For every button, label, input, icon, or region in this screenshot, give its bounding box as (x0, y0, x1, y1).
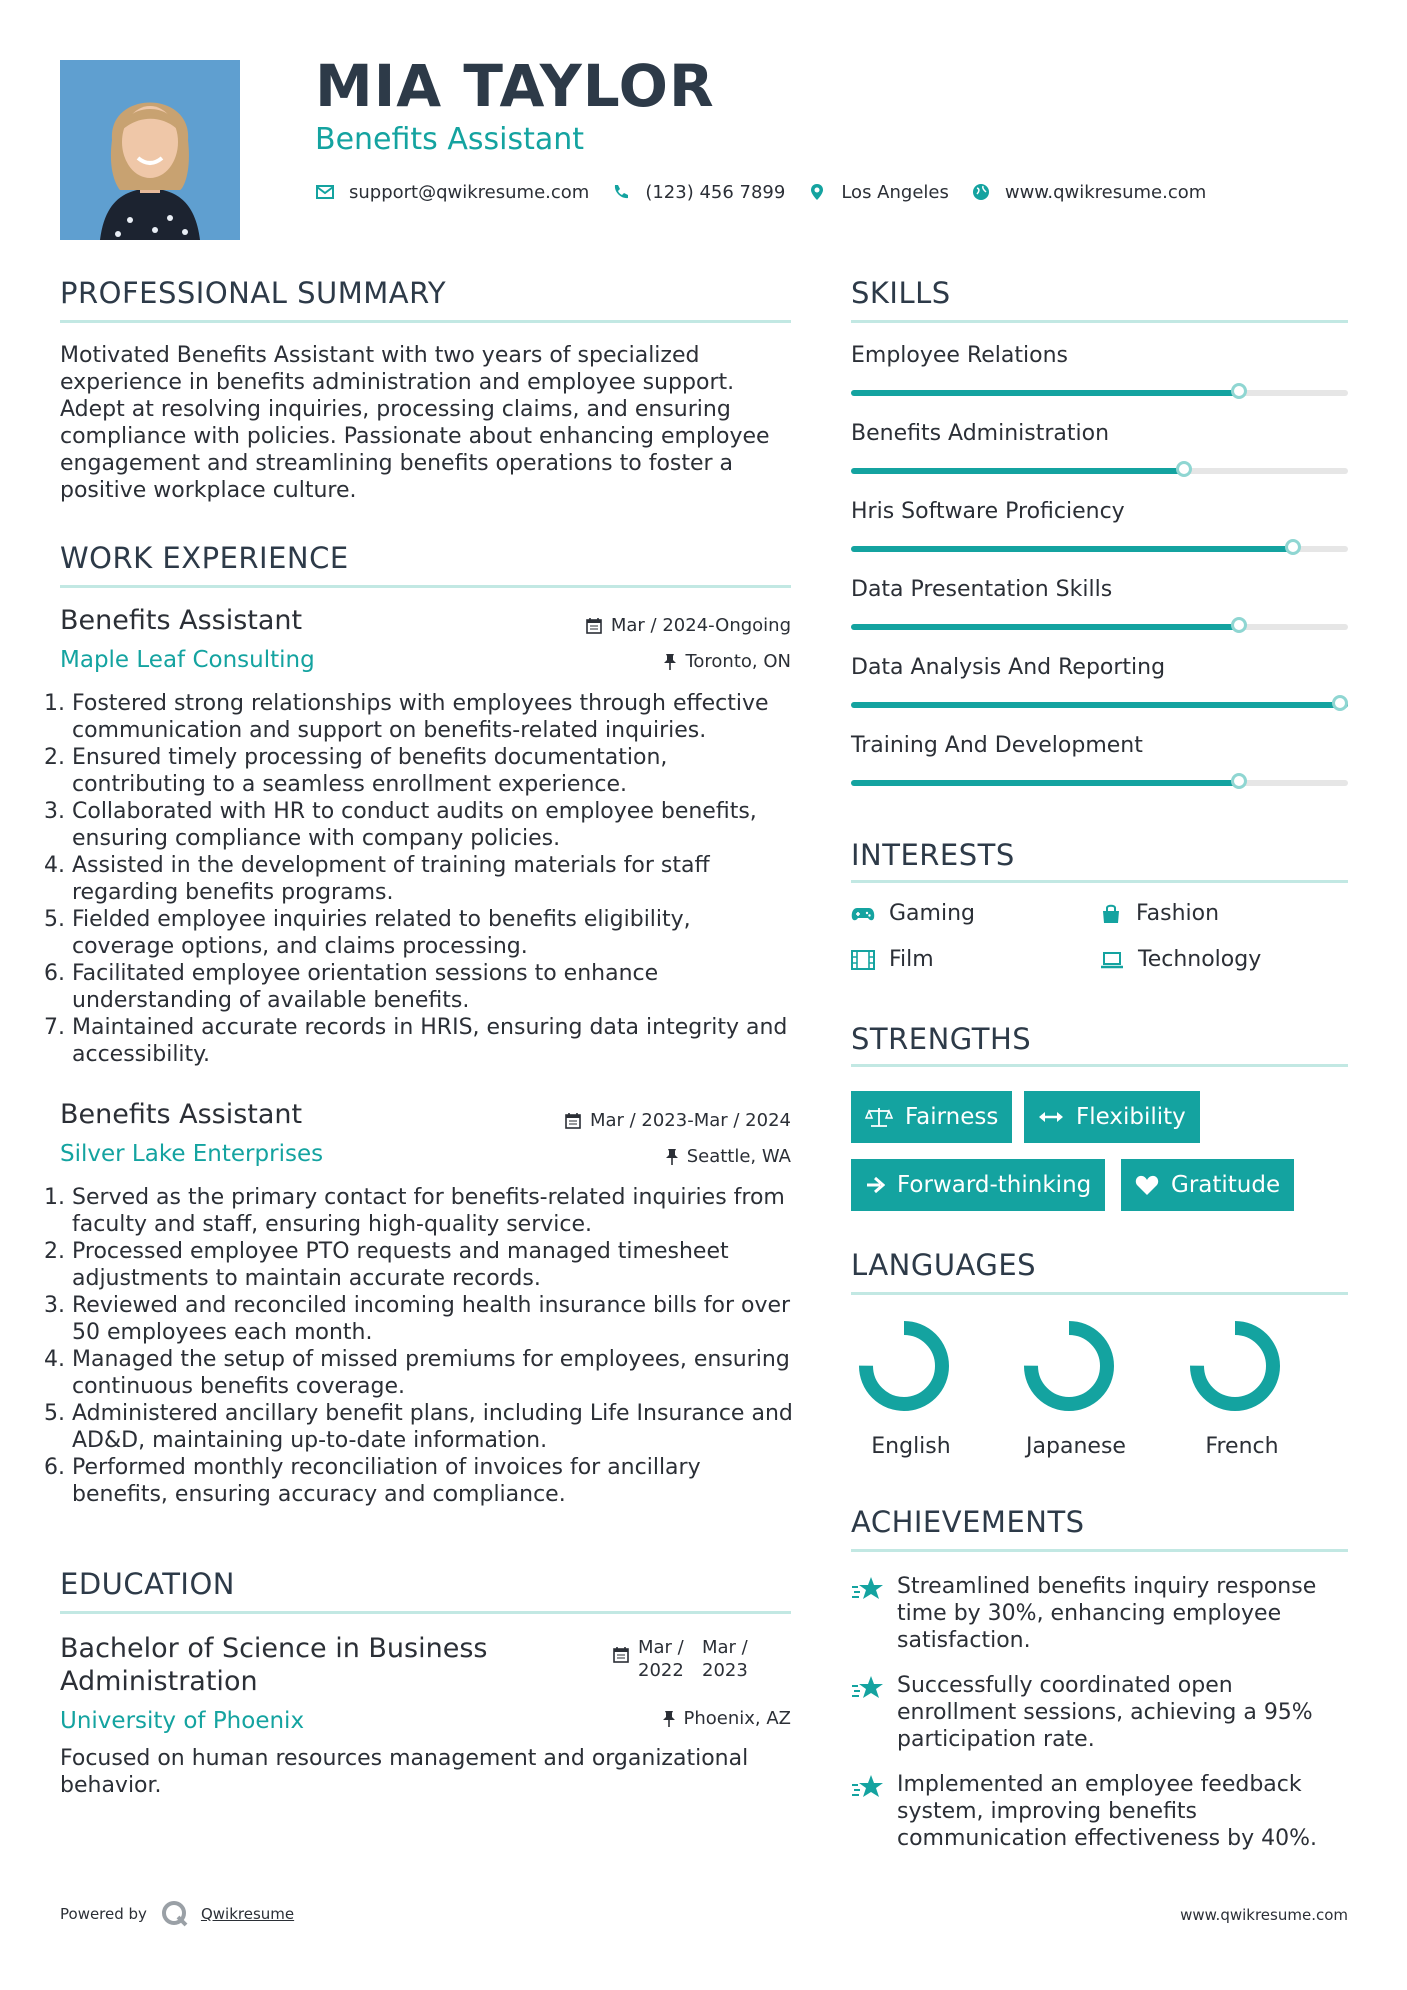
section-title-experience: WORK EXPERIENCE (60, 541, 349, 575)
skill-label: Data Presentation Skills (851, 577, 1113, 602)
interest-label: Technology (1138, 947, 1262, 972)
list-item: 5. Fielded employee inquiries related to benefits eligibility, coverage options, and claims processing. (72, 906, 799, 960)
contact-phone[interactable]: (123) 456 7899 (645, 181, 786, 203)
skill-label: Training And Development (851, 733, 1143, 758)
section-rule (851, 1064, 1348, 1067)
skill-bar (851, 780, 1348, 786)
strength-badge (851, 1091, 1012, 1143)
skill-bar-fill (851, 624, 1239, 630)
interest-label: Gaming (889, 901, 975, 926)
list-item: 2. Processed employee PTO requests and managed timesheet adjustments to maintain accurate records. (72, 1238, 799, 1292)
section-title-skills: SKILLS (851, 276, 951, 310)
job-location (480, 1146, 791, 1167)
star-icon (851, 1575, 885, 1603)
list-item: 7. Maintained accurate records in HRIS, ensuring data integrity and accessibility. (72, 1014, 799, 1068)
gamepad-icon (851, 905, 875, 923)
list-item: 1. Served as the primary contact for benefits-related inquiries from faculty and staff, ensuring high-quality service. (72, 1184, 799, 1238)
skill-bar (851, 468, 1348, 474)
skill-bar-fill (851, 702, 1348, 708)
job-title: Benefits Assistant (60, 605, 303, 636)
list-item: 3. Reviewed and reconciled incoming health insurance bills for over 50 employees each month. (72, 1292, 799, 1346)
section-title-education: EDUCATION (60, 1567, 236, 1601)
skill-bar (851, 390, 1348, 396)
list-item: 2. Ensured timely processing of benefits documentation, contributing to a seamless enrollment experience. (72, 744, 799, 798)
list-item: 6. Facilitated employee orientation sessions to enhance understanding of available benefits. (72, 960, 799, 1014)
laptop-icon (1100, 950, 1124, 970)
language-item (856, 1318, 952, 1418)
pushpin-icon (662, 1710, 676, 1728)
section-title-achievements: ACHIEVEMENTS (851, 1505, 1085, 1539)
profile-photo (60, 60, 240, 240)
section-rule (60, 585, 791, 588)
globe-icon (971, 182, 991, 202)
skill-bar-fill (851, 390, 1239, 396)
language-label: Japanese (1026, 1434, 1126, 1459)
skill-bar-knob (1231, 773, 1247, 789)
education-school: University of Phoenix (60, 1708, 305, 1734)
balance-scale-icon (865, 1106, 893, 1128)
footer-powered (60, 1900, 294, 1928)
arrows-horizontal-icon (1038, 1110, 1064, 1124)
strength-label: Forward-thinking (897, 1172, 1092, 1198)
skill-bar-knob (1231, 383, 1247, 399)
language-ring (1187, 1318, 1283, 1414)
phone-icon (611, 182, 631, 202)
language-label: French (1205, 1434, 1279, 1459)
job-date-text: Mar / 2024-Ongoing (610, 615, 791, 636)
list-item: 6. Performed monthly reconciliation of invoices for ancillary benefits, ensuring accuracy and compliance. (72, 1454, 799, 1508)
summary-text: Motivated Benefits Assistant with two years of specialized experience in benefits administration and employee support. Adept at resolving inquiries, processing claims, and ensuring compliance with policies. Passionate about enhancing employee engagement and streamlining benefits operations to foster a positive workplace culture. (60, 343, 770, 503)
envelope-icon (315, 182, 335, 202)
language-item (1187, 1318, 1283, 1418)
achievement-text: Implemented an employee feedback system, improving benefits communication effectiveness by 40%. (897, 1772, 1318, 1851)
star-icon (851, 1674, 885, 1702)
section-title-summary: PROFESSIONAL SUMMARY (60, 276, 447, 310)
candidate-role: Benefits Assistant (315, 122, 585, 157)
skill-bar-fill (851, 468, 1184, 474)
skill-bar (851, 546, 1348, 552)
language-label: English (871, 1434, 951, 1459)
interest-label: Fashion (1136, 901, 1220, 926)
section-rule (851, 1292, 1348, 1295)
map-pin-icon (807, 182, 827, 202)
pushpin-icon (663, 653, 677, 671)
strength-badge (851, 1159, 1105, 1211)
education-location (480, 1708, 791, 1729)
interest-item (1100, 947, 1261, 972)
job-location-text: Toronto, ON (685, 651, 791, 672)
skill-label: Hris Software Proficiency (851, 499, 1125, 524)
contact-website[interactable]: www.qwikresume.com (1004, 181, 1207, 203)
job-location (480, 651, 791, 672)
interest-item (851, 947, 934, 972)
calendar-icon (585, 617, 603, 635)
calendar-icon (564, 1112, 582, 1130)
powered-by-text: Powered by (60, 1905, 147, 1923)
skill-bar (851, 624, 1348, 630)
pushpin-icon (665, 1148, 679, 1166)
language-item (1021, 1318, 1117, 1418)
language-ring (856, 1318, 952, 1414)
language-ring-arc (1031, 1328, 1107, 1404)
job-location-text: Seattle, WA (686, 1146, 791, 1167)
achievement-text: Streamlined benefits inquiry response time by 30%, enhancing employee satisfaction. (897, 1574, 1317, 1653)
education-date-end: Mar / 2023 (702, 1637, 748, 1681)
achievement-item (851, 1771, 1348, 1852)
job-title: Benefits Assistant (60, 1099, 303, 1130)
job-bullets (54, 690, 799, 1068)
contact-email[interactable]: support@qwikresume.com (349, 181, 590, 203)
skill-label: Benefits Administration (851, 421, 1110, 446)
skill-bar-fill (851, 546, 1293, 552)
education-location-text: Phoenix, AZ (683, 1708, 791, 1729)
list-item: 3. Collaborated with HR to conduct audits on employee benefits, ensuring compliance with company policies. (72, 798, 799, 852)
education-description: Focused on human resources management and organizational behavior. (60, 1746, 749, 1798)
job-date-text: Mar / 2023-Mar / 2024 (589, 1110, 791, 1131)
qwikresume-link[interactable]: Qwikresume (200, 1905, 295, 1923)
section-rule (60, 320, 791, 323)
skill-bar-knob (1285, 539, 1301, 555)
language-ring-arc (866, 1328, 942, 1404)
interest-item (851, 901, 975, 926)
section-rule (851, 320, 1348, 323)
section-rule (851, 880, 1348, 883)
strength-label: Flexibility (1076, 1104, 1186, 1130)
skill-label: Data Analysis And Reporting (851, 655, 1166, 680)
section-title-strengths: STRENGTHS (851, 1022, 1032, 1056)
section-rule (60, 1611, 791, 1614)
candidate-name: MIA TAYLOR (315, 52, 715, 120)
skill-bar (851, 702, 1348, 708)
achievement-text: Successfully coordinated open enrollment sessions, achieving a 95% participation rate. (897, 1673, 1313, 1752)
star-icon (851, 1773, 885, 1801)
film-icon (851, 950, 875, 970)
skill-bar-knob (1332, 695, 1348, 711)
contact-bar (315, 178, 1365, 206)
job-company: Maple Leaf Consulting (60, 647, 315, 673)
list-item: 5. Administered ancillary benefit plans, including Life Insurance and AD&D, maintaining up-to-date information. (72, 1400, 799, 1454)
job-date (480, 1110, 791, 1131)
education-degree: Bachelor of Science in Business Administration (60, 1633, 488, 1697)
education-date-start: Mar / 2022 (638, 1637, 684, 1681)
arrow-right-icon (865, 1175, 885, 1195)
heart-icon (1135, 1174, 1159, 1196)
section-rule (851, 1549, 1348, 1552)
skill-bar-fill (851, 780, 1239, 786)
list-item: 4. Assisted in the development of training materials for staff regarding benefits programs. (72, 852, 799, 906)
language-ring (1021, 1318, 1117, 1414)
calendar-icon (612, 1646, 630, 1664)
strength-label: Gratitude (1171, 1172, 1281, 1198)
section-title-interests: INTERESTS (851, 838, 1015, 872)
job-company: Silver Lake Enterprises (60, 1141, 324, 1167)
achievement-item (851, 1672, 1348, 1753)
skill-label: Employee Relations (851, 343, 1068, 368)
shopping-bag-icon (1100, 903, 1122, 925)
interest-label: Film (889, 947, 934, 972)
skill-bar-knob (1231, 617, 1247, 633)
portrait-image (60, 60, 240, 240)
skill-bar-knob (1176, 461, 1192, 477)
language-ring-arc (1197, 1328, 1273, 1404)
list-item: 1. Fostered strong relationships with employees through effective communication and support on benefits-related inquiries. (72, 690, 799, 744)
qwikresume-logo-icon (161, 1900, 189, 1928)
section-title-languages: LANGUAGES (851, 1248, 1037, 1282)
strength-badge (1121, 1159, 1294, 1211)
achievement-item (851, 1573, 1348, 1654)
job-bullets (54, 1184, 799, 1508)
job-date (480, 615, 791, 636)
contact-location: Los Angeles (841, 181, 949, 203)
footer-site[interactable]: www.qwikresume.com (1180, 1906, 1348, 1924)
strength-badge (1024, 1091, 1200, 1143)
interest-item (1100, 901, 1219, 926)
list-item: 4. Managed the setup of missed premiums for employees, ensuring continuous benefits coverage. (72, 1346, 799, 1400)
strength-label: Fairness (905, 1104, 999, 1130)
